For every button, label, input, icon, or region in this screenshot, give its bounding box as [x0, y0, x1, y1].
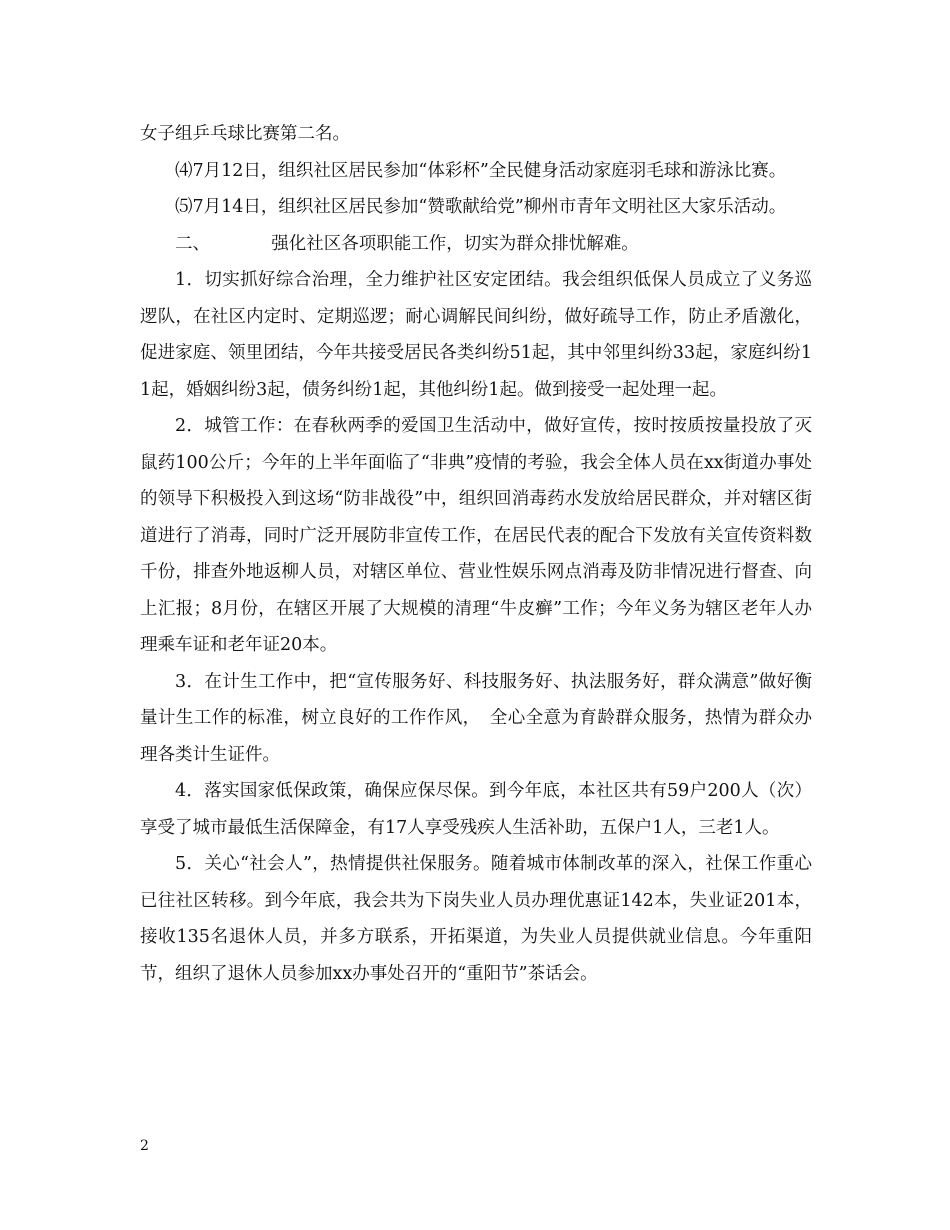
section-heading-2: 二、 强化社区各项职能工作，切实为群众排忧解难。 — [175, 233, 639, 254]
body-text — [140, 116, 812, 992]
paragraph-point-5: 5．关心“社会人”，热情提供社保服务。随着城市体制改革的深入，社保工作重心已往社区转移。到今年底，我会共为下岗失业人员办理优惠证142本，失业证201本，接收135名退休人员，并多方联系，开拓渠道，为失业人员提供就业信息。今年重阳节，组织了退休人员参加xx办事处召开的“重阳节”茶话会。 — [140, 854, 812, 984]
paragraph-item-5: ⑸7月14日，组织社区居民参加“赞歌献给党”柳州市青年文明社区大家乐活动。 — [175, 197, 787, 217]
page-number: 2 — [140, 1138, 149, 1154]
paragraph-point-1: 1．切实抓好综合治理，全力维护社区安定团结。我会组织低保人员成立了义务巡逻队，在社区内定时、定期巡逻；耐心调解民间纠纷，做好疏导工作，防止矛盾激化，促进家庭、领里团结，今年共接受居民各类纠纷51起，其中邻里纠纷33起，家庭纠纷11起，婚姻纠纷3起，债务纠纷1起，其他纠纷1起。做到接受一起处理一起。 — [140, 270, 812, 400]
paragraph-item-4: ⑷7月12日，组织社区居民参加“体彩杯”全民健身活动家庭羽毛球和游泳比赛。 — [175, 160, 787, 181]
paragraph-point-4: 4．落实国家低保政策，确保应保尽保。到今年底，本社区共有59户200人（次）享受了城市最低生活保障金，有17人享受残疾人生活补助，五保户1人，三老1人。 — [140, 781, 812, 838]
paragraph-point-2: 2．城管工作：在春秋两季的爱国卫生活动中，做好宣传，按时按质按量投放了灭鼠药100公斤；今年的上半年面临了“非典”疫情的考验，我会全体人员在xx街道办事处的领导下积极投入到这场“防非战役”中，组织回消毒药水发放给居民群众，并对辖区街道进行了消毒，同时广泛开展防非宣传工作，在居民代表的配合下发放有关宣传资料数千份，排查外地返柳人员，对辖区单位、营业性娱乐网点消毒及防非情况进行督查、向上汇报；8月份，在辖区开展了大规模的清理“牛皮癣”工作；今年义务为辖区老年人办理乘车证和老年证20本。 — [140, 416, 812, 655]
paragraph-point-3: 3．在计生工作中，把“宣传服务好、科技服务好、执法服务好，群众满意”做好衡量计生工作的标准，树立良好的工作作风， 全心全意为育龄群众服务，热情为群众办理各类计生证件。 — [140, 671, 812, 765]
paragraph-continuation: 女子组乒乓球比赛第二名。 — [140, 124, 350, 144]
